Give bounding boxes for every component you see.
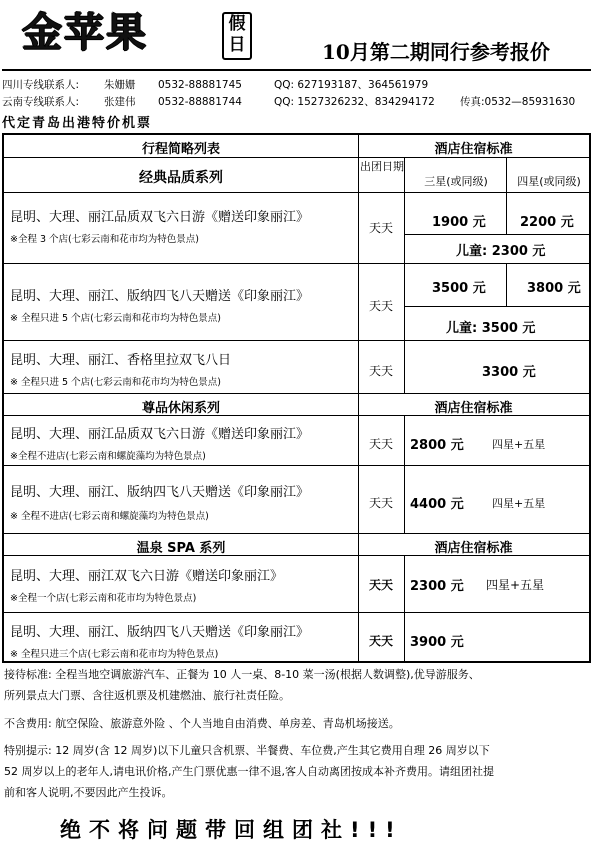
depart-daily: 天天 [368, 634, 393, 648]
contact-sichuan-name: 朱姗姗 [104, 79, 136, 91]
promo-banner: 代定青岛出港特价机票 [2, 116, 153, 131]
notice-line-3: 前和客人说明,不要因此产生投诉。 [4, 786, 173, 799]
contact-sichuan-qq: QQ: 627193187、364561979 [274, 79, 429, 91]
route-note: ※ 全程只进三个店(七彩云南和花市均为特色景点) [10, 649, 219, 660]
price-four-star: 3800 元 [527, 281, 581, 296]
three-star-header: 三星(或同级) [424, 175, 488, 188]
price-flat: 4400 元 [410, 497, 464, 512]
service-excludes: 不含费用: 航空保险、旅游意外险 、个人当地自由消费、单房差、青岛机场接送。 [4, 717, 400, 730]
hotel-standard-header: 酒店住宿标准 [434, 142, 513, 157]
hotel-grade: 四星+五星 [492, 438, 546, 451]
includes-line-1: 接待标准: 全程当地空调旅游汽车、正餐为 10 人一桌、8-10 菜一汤(根据人数调整),优导游服务、 [4, 668, 480, 681]
section-title-premium: 尊品休闲系列 [141, 401, 220, 416]
hotel-standard-header: 酒店住宿标准 [434, 541, 513, 556]
route-note: ※全程不进店(七彩云南和螺旋藻均为特色景点) [10, 451, 206, 462]
route-note: ※ 全程不进店(七彩云南和螺旋藻均为特色景点) [10, 511, 209, 522]
contact-yunnan-label: 云南专线联系人: [2, 96, 80, 108]
price-flat: 2300 元 [410, 579, 464, 594]
section-title-classic: 经典品质系列 [139, 170, 223, 186]
price-table [2, 133, 591, 663]
route-name: 昆明、大理、丽江、版纳四飞八天赠送《印象丽江》 [10, 485, 310, 500]
price-flat: 2800 元 [410, 438, 464, 453]
price-three-star: 3500 元 [432, 281, 486, 296]
route-note: ※ 全程只进 5 个店(七彩云南和花市均为特色景点) [10, 377, 221, 388]
price-four-star: 2200 元 [520, 215, 574, 230]
closing-slogan: 绝不将问题带回组团社!!! [60, 818, 403, 842]
depart-daily: 天天 [368, 437, 393, 451]
notice-line-2: 52 周岁以上的老年人,请电讯价格,产生门票优惠一律不退,客人自动离团按成本补齐费用。请组团社提 [4, 765, 494, 778]
depart-daily: 天天 [368, 299, 393, 313]
route-name: 昆明、大理、丽江品质双飞六日游《赠送印象丽江》 [10, 210, 310, 225]
depart-daily: 天天 [368, 364, 393, 378]
service-includes [4, 664, 589, 706]
contact-fax: 传真:0532—85931630 [460, 96, 576, 108]
header-divider [2, 69, 591, 71]
price-child: 儿童: 3500 元 [446, 321, 536, 336]
route-name: 昆明、大理、丽江、版纳四飞八天赠送《印象丽江》 [10, 625, 310, 640]
depart-daily: 天天 [368, 221, 393, 235]
price-flat: 3300 元 [482, 365, 536, 380]
contact-sichuan-label: 四川专线联系人: [2, 79, 80, 91]
includes-line-2: 所列景点大门票、含往返机票及机建燃油、旅行社责任险。 [4, 689, 290, 702]
contact-yunnan-name: 张建伟 [104, 96, 136, 108]
route-note: ※ 全程只进 5 个店(七彩云南和花市均为特色景点) [10, 313, 221, 324]
price-three-star: 1900 元 [432, 215, 486, 230]
contact-yunnan-qq: QQ: 1527326232、834294172 [274, 96, 435, 108]
page-title: 10月第二期同行参考报价 [322, 40, 550, 64]
notice-line-1: 特别提示: 12 周岁(含 12 周岁)以下儿童只含机票、半餐费、车位费,产生其它费用自理 26 周岁以下 [4, 744, 490, 757]
price-child: 儿童: 2300 元 [456, 244, 546, 259]
contact-yunnan-phone: 0532-88881744 [158, 96, 242, 108]
route-note: ※全程 3 个店(七彩云南和花市均为特色景点) [10, 234, 199, 245]
logo-sub-text: 假日 [222, 12, 252, 60]
depart-daily: 天天 [368, 496, 393, 510]
special-notice [4, 740, 589, 803]
section-title-spa: 温泉 SPA 系列 [136, 541, 226, 556]
depart-date-header: 出团日期 [360, 160, 404, 173]
price-flat: 3900 元 [410, 635, 464, 650]
hotel-grade: 四星+五星 [492, 497, 546, 510]
route-name: 昆明、大理、丽江双飞六日游《赠送印象丽江》 [10, 569, 284, 584]
hotel-grade: 四星+五星 [486, 578, 545, 592]
company-logo [22, 9, 246, 56]
route-name: 昆明、大理、丽江、香格里拉双飞八日 [10, 353, 232, 368]
route-name: 昆明、大理、丽江、版纳四飞八天赠送《印象丽江》 [10, 289, 310, 304]
logo-text: 金苹果 [22, 9, 148, 56]
hotel-standard-header: 酒店住宿标准 [434, 401, 513, 416]
route-note: ※全程一个店(七彩云南和花市均为特色景点) [10, 593, 197, 604]
route-name: 昆明、大理、丽江品质双飞六日游《赠送印象丽江》 [10, 427, 310, 442]
contact-sichuan-phone: 0532-88881745 [158, 79, 242, 91]
four-star-header: 四星(或同级) [517, 175, 581, 188]
depart-daily: 天天 [368, 578, 393, 592]
route-list-header: 行程简略列表 [141, 142, 220, 157]
